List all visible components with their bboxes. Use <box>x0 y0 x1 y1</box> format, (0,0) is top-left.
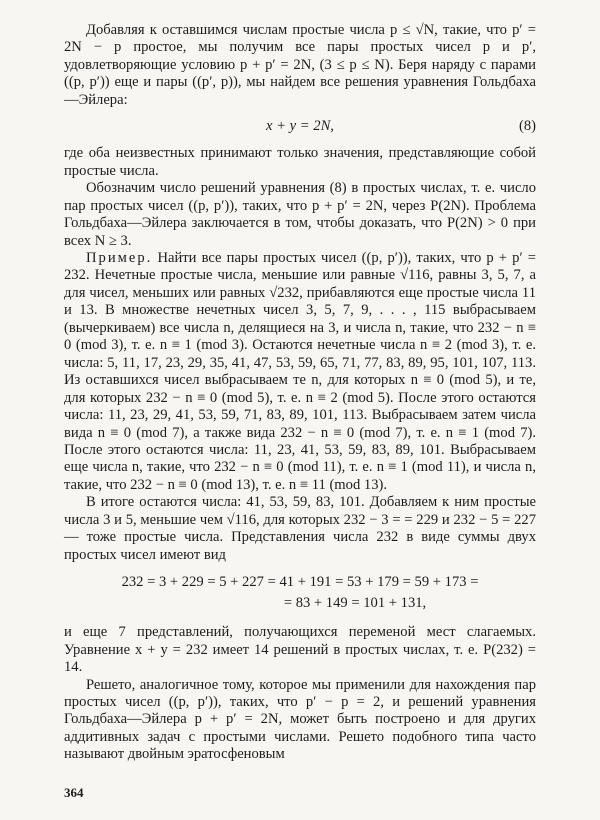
paragraph-goldbach-problem: Обозначим число решений уравнения (8) в простых числах, т. е. число пар простых чисел ((p, p′)), таких, что p + p′ = 2N, через P(2N). Проблема Гольдбаха—Эйлера заключается в том, чтобы доказать, что P(2N) > 0 при всех N ≥ 3. <box>64 180 536 249</box>
equation-8-number: (8) <box>518 118 536 135</box>
equation-8 <box>64 115 536 137</box>
page-text <box>64 22 536 764</box>
example-label: Пример. <box>86 249 153 266</box>
paragraph-seven-more: и еще 7 представлений, получающихся переменой мест слагаемых. Уравнение x + y = 232 имеет 14 решений в простых числах, т. е. P(232) = 14. <box>64 624 536 676</box>
example-text: Найти все пары простых чисел ((p, p′)), таких, что p + p′ = 232. Нечетные простые числа, меньшие или равные √116, равны 3, 5, 7, а для чисел, меньших или равных √232, прибавляются еще простые числа 11 и 13. В множестве нечетных чисел 3, 5, 7, 9, . . . , 115 выбрасываем (вычеркиваем) все числа n, делящиеся на 3, и числа n, такие, что 232 − n ≡ 0 (mod 3), т. е. n ≡ 1 (mod 3). Остаются нечетные числа n ≡ 2 (mod 3), т. е. числа: 5, 11, 17, 23, 29, 35, 41, 47, 53, 59, 65, 71, 77, 83, 89, 95, 101, 107, 113. Из оставшихся чисел выбрасываем те n, для которых n ≡ 0 (mod 5), и те, для которых 232 − n ≡ 0 (mod 5), т. е. n ≡ 2 (mod 5). После этого остаются числа: 11, 23, 29, 41, 53, 59, 71, 83, 89, 101, 113. Выбрасываем затем числа вида n ≡ 0 (mod 7), а также вида 232 − n ≡ 0 (mod 7), т. е. n ≡ 1 (mod 7). После этого остаются числа: 11, 23, 41, 53, 59, 83, 89, 101. Выбрасываем еще числа n, такие, что 232 − n ≡ 0 (mod 11), т. е. n ≡ 1 (mod 11), и числа n, такие, что 232 − n ≡ 0 (mod 13), т. е. n ≡ 11 (mod 13). <box>64 249 536 493</box>
paragraph-result: В итоге остаются числа: 41, 53, 59, 83, 101. Добавляем к ним простые числа 3 и 5, меньшие чем √116, для которых 232 − 3 = = 229 и 232 − 5 = 227 — тоже простые числа. Представления числа 232 в виде суммы двух простых чисел имеют вид <box>64 494 536 563</box>
paragraph-prime-pairs: Добавляя к оставшимся числам простые числа p ≤ √N, такие, что p′ = 2N − p простое, мы получим все пары простых чисел p и p′, удовлетворяющие условию p + p′ = 2N, (3 ≤ p ≤ N). Беря наряду с парами ((p, p′)) еще и пары ((p′, p)), мы найдем все решения уравнения Гольдбаха—Эйлера: <box>64 22 536 108</box>
sum-representations <box>64 572 536 614</box>
sum-line-1: 232 = 3 + 229 = 5 + 227 = 41 + 191 = 53 + 179 = 59 + 173 = <box>121 574 479 591</box>
page-number: 364 <box>64 785 84 800</box>
paragraph-sieve: Решето, аналогичное тому, которое мы применили для нахождения пар простых чисел ((p, p′)), таких, что p′ − p = 2, и решений уравнения Гольдбаха—Эйлера p + p′ = 2N, может быть построено и для других аддитивных задач с простыми числами. Решето подобного типа часто называют двойным эратосфеновым <box>64 676 536 763</box>
equation-8-body: x + y = 2N, <box>266 118 334 135</box>
paragraph-unknowns: где оба неизвестных принимают только значения, представляющие собой простые числа. <box>64 145 536 179</box>
paragraph-example <box>64 250 536 494</box>
sum-line-2: = 83 + 149 = 101 + 131, <box>283 595 427 612</box>
